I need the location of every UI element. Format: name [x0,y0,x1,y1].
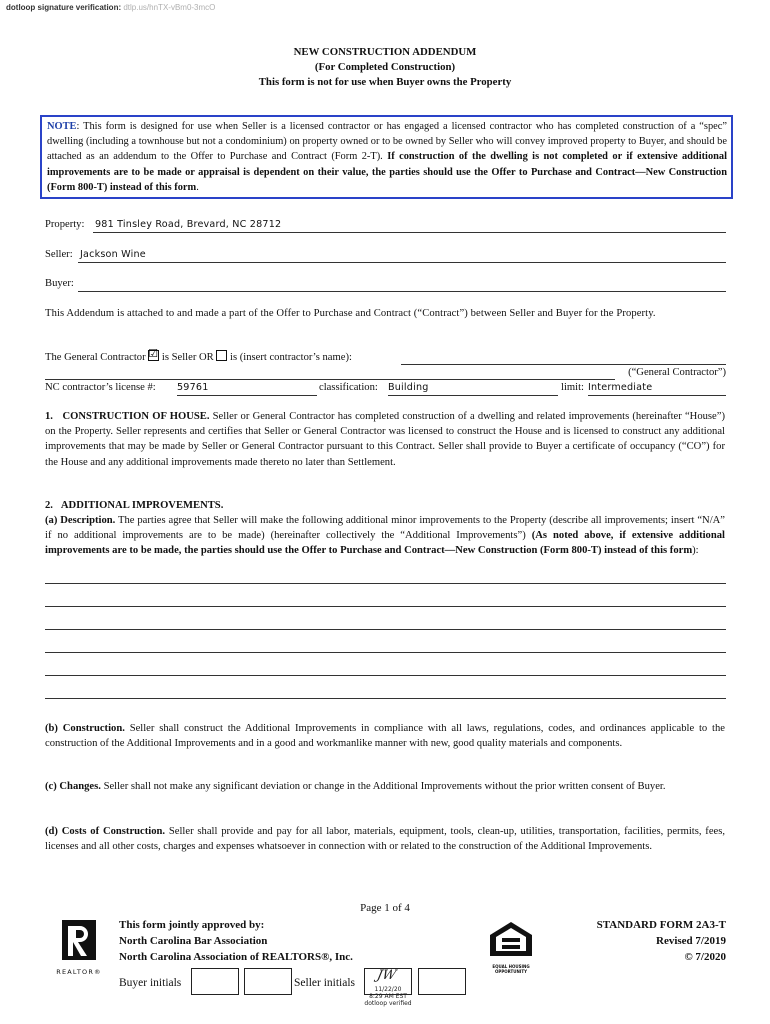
insert-contractor-checkbox[interactable] [216,350,227,361]
dotloop-stamp [356,986,420,1007]
form-id-line-1: STANDARD FORM 2A3-T [596,919,726,931]
section-2a-end: ): [692,545,699,557]
gc-suffix: (“General Contractor”) [628,367,726,378]
section-2a-bold: (As noted above, if extensive additional improvements are to be made, the parties should use the Offer to Purchase and Contract—New Construction (Form 800-T) instead of this form [45,530,725,557]
section-2d-text: Seller shall provide and pay for all labor, materials, equipment, tools, clean-up, utilities, transportation, facilities, permits, fees, licenses and all other costs, charges and expenses whatsoever in connection with or related to the construction of the Additional Improvements. [45,826,725,853]
section-2c [45,779,725,794]
seller-value: Jackson Wine [80,249,146,260]
limit-label: limit: [561,382,584,393]
improvements-line[interactable] [45,675,726,676]
equal-housing-house-icon [488,920,534,958]
limit-field[interactable] [588,381,726,396]
seller-row [45,248,726,263]
section-1 [45,409,725,470]
buyer-label: Buyer: [45,278,74,289]
approval-line-1: This form jointly approved by: [119,919,265,931]
note-label: NOTE [47,121,77,132]
gc-prefix: The General Contractor [45,352,146,363]
seller-initials-label: Seller initials [294,977,356,989]
seller-signature-initials: JW [375,968,398,983]
limit-value: Intermediate [588,382,653,393]
property-label: Property: [45,219,85,230]
general-contractor-row [45,350,726,365]
section-2d-label: (d) Costs of Construction. [45,826,166,837]
seller-initials-box-2[interactable] [418,968,466,995]
improvements-line[interactable] [45,606,726,607]
title-line-3: This form is not for use when Buyer owns the Property [258,76,512,88]
note-end: . [196,181,199,193]
classification-label: classification: [319,382,378,393]
equal-housing-text [488,964,534,974]
section-2a [45,513,725,559]
section-2b-text: Seller shall construct the Additional Improvements in compliance with all laws, regulations, codes, and ordinances applicable to the construction of the Additional Improvements and in a good and workmanlike manner with new, good quality materials and components. [45,723,725,750]
contractor-name-field[interactable] [401,350,726,365]
section-2-heading: 2. ADDITIONAL IMPROVEMENTS. [45,500,224,511]
section-2-heading-block [45,498,725,513]
note-bold-text: If construction of the dwelling is not completed or if extensive additional improvements are to be made or appraisal is dependent on their value, the parties should use the Offer to Purchase and Contract—New Construction (Form 800-T) instead of this form [47,151,728,193]
section-1-heading: 1. CONSTRUCTION OF HOUSE. [45,411,210,422]
verification-label: dotloop signature verification: [6,3,122,12]
equal-housing-line-1: EQUAL HOUSING [492,963,530,969]
gc-option-1: is Seller OR [161,352,214,363]
buyer-row [45,277,726,292]
section-2a-label: (a) Description. [45,515,116,526]
classification-value: Building [388,382,429,393]
property-value: 981 Tinsley Road, Brevard, NC 28712 [95,219,282,230]
improvements-line[interactable] [45,629,726,630]
contractor-name-field-2[interactable] [45,365,615,380]
license-label: NC contractor’s license #: [45,382,156,393]
buyer-initials-box-1[interactable] [191,968,239,995]
realtor-logo [54,918,104,974]
classification-field[interactable] [388,381,558,396]
license-row [45,381,726,396]
section-2c-label: (c) Changes. [45,781,101,792]
page-number: Page 1 of 4 [360,902,410,914]
form-id-line-3: © 7/2020 [684,951,726,963]
license-value: 59761 [177,382,209,393]
section-2a-text: The parties agree that Seller will make the following additional minor improvements to the Property (describe all improvements; insert “N/A” if no additional improvements are to be made) (hereinafter collectively the “Additional Improvements”) [45,515,725,542]
document-title [0,45,770,90]
equal-housing-logo [488,920,534,974]
improvements-line[interactable] [45,583,726,584]
section-2d [45,824,725,854]
property-row [45,218,726,233]
buyer-initials-label: Buyer initials [119,977,182,989]
is-seller-checkbox[interactable] [148,350,159,361]
title-line-2: (For Completed Construction) [314,61,456,73]
realtor-logo-word: REALTOR® [56,967,102,976]
dotloop-verified: dotloop verified [364,1000,412,1007]
section-2b-label: (b) Construction. [45,723,125,734]
checkbox-check-icon: ☑ [148,348,159,360]
property-field[interactable] [93,218,726,233]
seller-label: Seller: [45,249,73,260]
improvements-line[interactable] [45,698,726,699]
title-line-1: NEW CONSTRUCTION ADDENDUM [293,46,477,58]
note-box [40,115,733,199]
approval-line-3: North Carolina Association of REALTORS®, Inc. [119,951,353,963]
attach-paragraph: This Addendum is attached to and made a part of the Offer to Purchase and Contract (“Contract”) between Seller and Buyer for the Property. [45,308,656,319]
seller-field[interactable] [78,248,726,263]
equal-housing-line-2: OPPORTUNITY [494,968,527,974]
verification-link[interactable]: dtlp.us/hnTX-vBm0-3mcO [123,3,216,12]
dotloop-time: 8:29 AM EST [369,993,407,1000]
form-id-block [597,917,726,965]
license-field[interactable] [177,381,317,396]
gc-option-2: is (insert contractor’s name): [230,352,352,363]
section-1-text: Seller or General Contractor has completed construction of a dwelling and related improvements (hereinafter “House”) on the Property. Seller represents and certifies that Seller or General Contractor was licensed to construct the House and is licensed to construct any additional improvements that may be made by Seller or General Contractor pursuant to this Contract. Seller shall provide to Buyer a certificate of occupancy (“CO”) for the House and any additional improvements made thereto no later than Settlement. [45,411,725,468]
improvements-line[interactable] [45,652,726,653]
buyer-initials-box-2[interactable] [244,968,292,995]
dotloop-date: 11/22/20 [374,986,402,993]
form-id-line-2: Revised 7/2019 [656,935,726,947]
section-2c-text: Seller shall not make any significant deviation or change in the Additional Improvements without the prior written consent of Buyer. [100,781,666,792]
realtor-r-icon [54,918,104,962]
buyer-field[interactable] [78,277,726,292]
note-text: : This form is designed for use when Seller is a licensed contractor or has engaged a licensed contractor who has completed construction of a “spec” dwelling (including a townhouse but not a condominium) on property owned or to be owned by Seller who will convey improved property to Buyer, and should be attached as an addendum to the Offer to Purchase and Contract (Form 2-T). [47,121,727,163]
verification-header [6,2,215,13]
approval-line-2: North Carolina Bar Association [119,935,268,947]
section-2b [45,721,725,751]
approval-block [119,917,353,965]
